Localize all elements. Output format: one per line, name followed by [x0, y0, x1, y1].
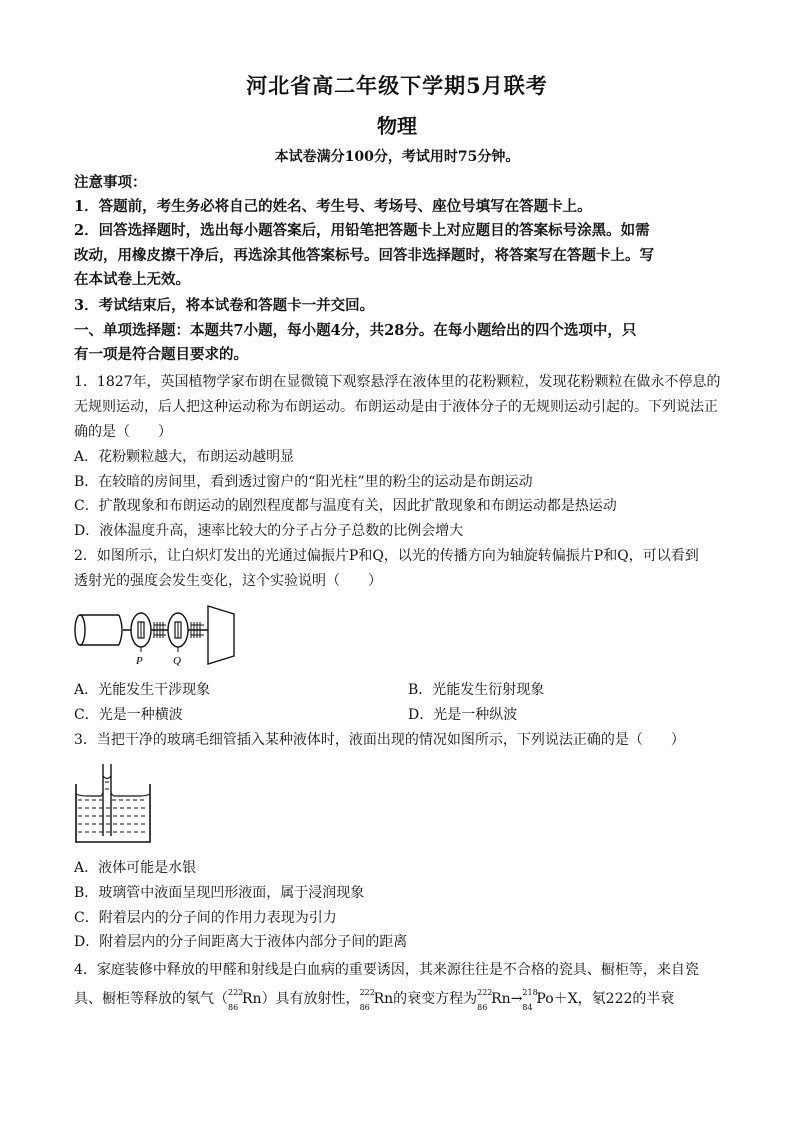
radon-nuclide: 222 86 Rn	[228, 988, 262, 1012]
q2-stem: 2．如图所示，让白炽灯发出的光通过偏振片P和Q，以光的传播方向为轴旋转偏振片P和Q，可以看到	[74, 548, 699, 564]
notes-heading: 注意事项：	[74, 174, 147, 191]
q1-option-c: C．扩散现象和布朗运动的剧烈程度都与温度有关，因此扩散现象和布朗运动都是热运动	[74, 498, 617, 514]
q2-option-d: D．光是一种纵波	[408, 707, 518, 723]
radon-nuclide: 222 86 Rn	[359, 988, 394, 1012]
note-line: 在本试卷上无效。	[74, 271, 190, 288]
polarizer-q-label: Q	[173, 655, 181, 667]
subject-title: 物理	[377, 114, 417, 138]
q2-option-a: A．光能发生干涉现象	[74, 682, 211, 698]
note-line: 1．答题前，考生务必将自己的姓名、考生号、考场号、座位号填写在答题卡上。	[74, 198, 592, 215]
q3-option-a: A．液体可能是水银	[74, 860, 197, 876]
q1-option-b: B．在较暗的房间里，看到透过窗户的“阳光柱”里的粉尘的运动是布朗运动	[74, 474, 533, 490]
section-heading-cont: 有一项是符合题目要求的。	[74, 346, 248, 363]
capillary-figure	[74, 762, 154, 847]
exam-info: 本试卷满分100分，考试用时75分钟。	[274, 149, 520, 165]
section-heading: 一、单项选择题：本题共7小题，每小题4分，共28分。在每小题给出的四个选项中，只	[74, 322, 637, 339]
polarizer-figure	[74, 600, 244, 668]
q4-text: 的衰变方程为	[393, 991, 478, 1007]
q4-text: 具、橱柜等释放的氡气（	[74, 991, 228, 1007]
radon-nuclide: 222 86 Rn	[477, 988, 511, 1012]
note-line: 2．回答选择题时，选出每小题答案后，用铅笔把答题卡上对应题目的答案标号涂黑。如需	[74, 222, 650, 239]
decay-arrow: →	[510, 991, 523, 1007]
q4-text: ＋X，氡222的半衰	[553, 991, 675, 1007]
q3-option-d: D．附着层内的分子间距离大于液体内部分子间的距离	[74, 934, 408, 950]
q4-stem-cont	[74, 988, 720, 1012]
exam-title: 河北省高二年级下学期5月联考	[246, 73, 548, 98]
q4-stem: 4．家庭装修中释放的甲醛和射线是白血病的重要诱因，其来源往往是不合格的瓷具、橱柜等，来自瓷	[74, 962, 699, 978]
note-line: 改动，用橡皮擦干净后，再选涂其他答案标号。回答非选择题时，将答案写在答题卡上。写	[74, 247, 654, 264]
polarizer-p-label: P	[136, 655, 143, 667]
q2-option-b: B．光能发生衍射现象	[408, 682, 545, 698]
q2-stem: 透射光的强度会发生变化，这个实验说明（ ）	[74, 573, 382, 589]
q1-option-d: D．液体温度升高，速率比较大的分子占分子总数的比例会增大	[74, 523, 464, 539]
q3-option-c: C．附着层内的分子间的作用力表现为引力	[74, 910, 337, 926]
q1-option-a: A．花粉颗粒越大，布朗运动越明显	[74, 449, 295, 465]
polonium-nuclide: 218 84 Po	[522, 988, 554, 1012]
note-line: 3．考试结束后，将本试卷和答题卡一并交回。	[74, 297, 375, 314]
q1-stem: 1．1827年，英国植物学家布朗在显微镜下观察悬浮在液体里的花粉颗粒，发现花粉颗粒在做永不停息的	[74, 374, 721, 390]
q2-option-c: C．光是一种横波	[74, 707, 183, 723]
q1-stem: 确的是（ ）	[74, 424, 172, 440]
q3-stem: 3．当把干净的玻璃毛细管插入某种液体时，液面出现的情况如图所示，下列说法正确的是（ ）	[74, 732, 685, 748]
q1-stem: 无规则运动，后人把这种运动称为布朗运动。布朗运动是由于液体分子的无规则运动引起的。下列说法正	[74, 399, 718, 415]
q3-option-b: B．玻璃管中液面呈现凹形液面，属于浸润现象	[74, 885, 365, 901]
q4-text: ）具有放射性，	[261, 991, 360, 1007]
